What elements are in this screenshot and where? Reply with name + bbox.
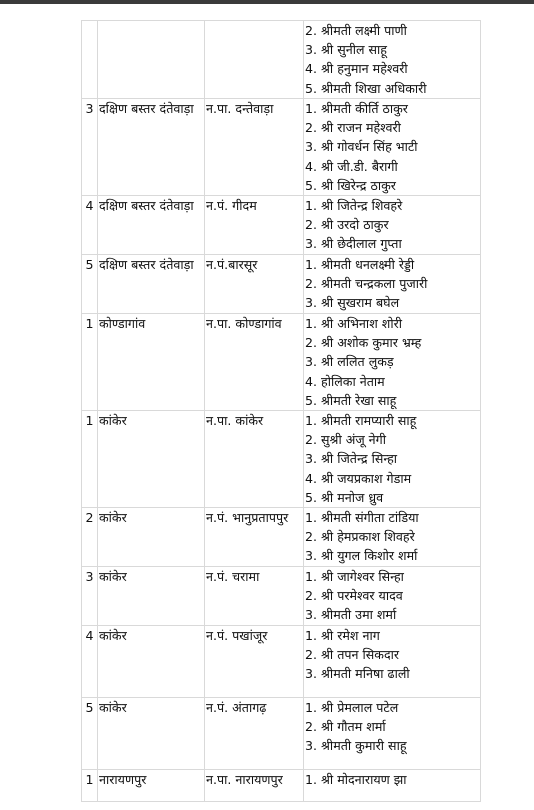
member-name: 2. श्री अशोक कुमार भ्रम्ह xyxy=(305,335,422,351)
member-names xyxy=(304,567,481,626)
district-name: कोण्डागांव xyxy=(98,314,205,411)
member-names xyxy=(304,314,481,411)
member-name: 2. श्री तपन सिकदार xyxy=(305,647,400,663)
member-name: 2. श्री हेमप्रकाश शिवहरे xyxy=(305,529,415,545)
member-names xyxy=(304,21,481,99)
member-name: 3. श्रीमती मनिषा ढाली xyxy=(305,666,410,682)
serial-number xyxy=(82,21,98,99)
member-name: 3. श्री गोवर्धन सिंह भाटी xyxy=(305,139,418,155)
member-name: 3. श्री सुनील साहू xyxy=(305,42,387,58)
district-name: कांकेर xyxy=(98,508,205,567)
member-names xyxy=(304,411,481,508)
member-name: 4. श्री जी.डी. बैरागी xyxy=(305,158,398,174)
table-row xyxy=(82,314,481,411)
member-name: 1. श्री जागेश्वर सिन्हा xyxy=(305,569,404,585)
member-name: 2. श्री परमेश्वर यादव xyxy=(305,588,403,604)
serial-number: 4 xyxy=(82,196,98,255)
member-name: 5. श्रीमती रेखा साहू xyxy=(305,392,397,408)
district-name: दक्षिण बस्तर दंतेवाड़ा xyxy=(98,255,205,314)
member-name: 3. श्री सुखराम बघेल xyxy=(305,295,400,311)
member-name: 1. श्री प्रेमलाल पटेल xyxy=(305,700,399,716)
serial-number: 1 xyxy=(82,770,98,802)
member-name: 1. श्रीमती कीर्ति ठाकुर xyxy=(305,101,408,116)
member-name: 2. श्रीमती चन्द्रकला पुजारी xyxy=(305,276,428,292)
district-name: कांकेर xyxy=(98,698,205,770)
table-row xyxy=(82,21,481,99)
member-name: 2. सुश्री अंजू नेगी xyxy=(305,432,387,448)
table-row xyxy=(82,196,481,255)
municipal-body: न.पं. भानुप्रतापपुर xyxy=(205,508,304,567)
member-name: 1. श्री मोदनारायण झा xyxy=(305,772,407,788)
district-name: कांकेर xyxy=(98,567,205,626)
member-name: 2. श्रीमती लक्ष्मी पाणी xyxy=(305,23,407,38)
member-name: 1. श्री रमेश नाग xyxy=(305,628,380,644)
table-row xyxy=(82,567,481,626)
district-name: नारायणपुर xyxy=(98,770,205,802)
member-name: 2. श्री गौतम शर्मा xyxy=(305,719,386,735)
member-name: 2. श्री राजन महेश्वरी xyxy=(305,120,401,136)
member-names xyxy=(304,196,481,255)
member-name: 3. श्रीमती उमा शर्मा xyxy=(305,607,397,623)
member-name: 4. श्री जयप्रकाश गेडाम xyxy=(305,470,412,486)
member-names xyxy=(304,508,481,567)
member-table-body xyxy=(82,21,481,802)
serial-number: 2 xyxy=(82,508,98,567)
municipal-body: न.पं. चरामा xyxy=(205,567,304,626)
member-name: 3. श्री युगल किशोर शर्मा xyxy=(305,548,418,564)
municipal-body: न.पं.बारसूर xyxy=(205,255,304,314)
municipal-body: न.पा. नारायणपुर xyxy=(205,770,304,802)
district-name: कांकेर xyxy=(98,411,205,508)
member-name: 4. होलिका नेताम xyxy=(305,373,385,389)
serial-number: 3 xyxy=(82,99,98,196)
member-name: 3. श्री छेदीलाल गुप्ता xyxy=(305,236,402,252)
member-names xyxy=(304,99,481,196)
member-name: 1. श्रीमती संगीता टांडिया xyxy=(305,510,419,526)
table-row xyxy=(82,626,481,698)
serial-number: 5 xyxy=(82,255,98,314)
table-row xyxy=(82,411,481,508)
table-row xyxy=(82,255,481,314)
member-names xyxy=(304,626,481,698)
member-name: 1. श्री अभिनाश शोरी xyxy=(305,316,402,332)
district-name: कांकेर xyxy=(98,626,205,698)
district-name xyxy=(98,21,205,99)
member-name: 5. श्री खिरेन्द्र ठाकुर xyxy=(305,177,396,193)
municipal-body xyxy=(205,21,304,99)
member-name: 5. श्री मनोज ध्रुव xyxy=(305,489,384,505)
member-name: 3. श्री ललित लुकड़ xyxy=(305,354,394,370)
member-names xyxy=(304,698,481,770)
municipal-body: न.पा. कांकेर xyxy=(205,411,304,508)
table-row xyxy=(82,99,481,196)
member-name: 1. श्री जितेन्द्र शिवहरे xyxy=(305,198,403,214)
top-edge-bar xyxy=(0,0,534,4)
serial-number: 5 xyxy=(82,698,98,770)
district-name: दक्षिण बस्तर दंतेवाड़ा xyxy=(98,99,205,196)
member-name: 3. श्री जितेन्द्र सिन्हा xyxy=(305,451,398,467)
municipal-body: न.पा. कोण्डागांव xyxy=(205,314,304,411)
table-row xyxy=(82,508,481,567)
member-name: 1. श्रीमती रामप्यारी साहू xyxy=(305,413,417,429)
member-name: 1. श्रीमती धनलक्ष्मी रेड्डी xyxy=(305,257,415,273)
serial-number: 1 xyxy=(82,314,98,411)
member-name: 3. श्रीमती कुमारी साहू xyxy=(305,738,407,754)
member-name: 5. श्रीमती शिखा अधिकारी xyxy=(305,80,427,96)
table-row xyxy=(82,698,481,770)
member-names xyxy=(304,255,481,314)
member-name: 4. श्री हनुमान महेश्वरी xyxy=(305,61,408,77)
serial-number: 3 xyxy=(82,567,98,626)
district-name: दक्षिण बस्तर दंतेवाड़ा xyxy=(98,196,205,255)
municipal-body: न.पा. दन्तेवाड़ा xyxy=(205,99,304,196)
member-table xyxy=(81,20,481,802)
municipal-body: न.पं. अंतागढ़ xyxy=(205,698,304,770)
serial-number: 1 xyxy=(82,411,98,508)
serial-number: 4 xyxy=(82,626,98,698)
table-row xyxy=(82,770,481,802)
member-name: 2. श्री उरदो ठाकुर xyxy=(305,217,389,233)
member-names xyxy=(304,770,481,802)
municipal-body: न.पं. पखांजूर xyxy=(205,626,304,698)
municipal-body: न.पं. गीदम xyxy=(205,196,304,255)
